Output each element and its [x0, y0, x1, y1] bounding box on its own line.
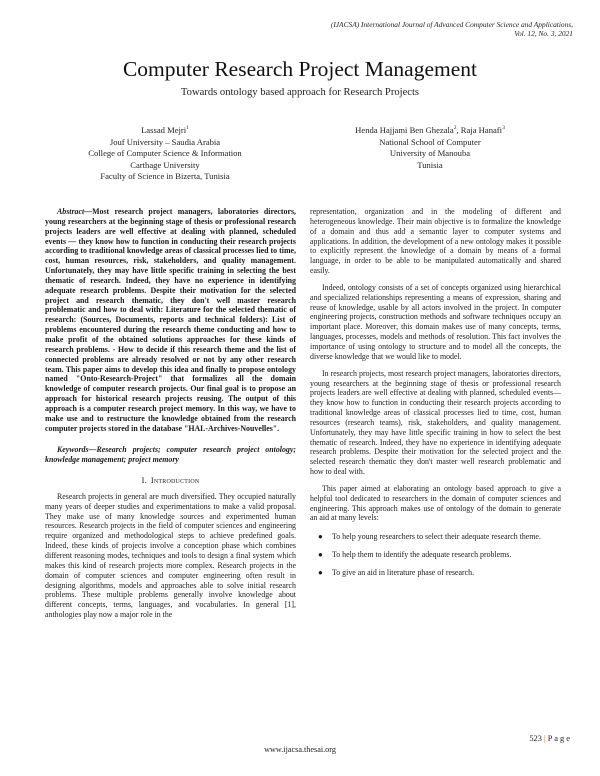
affiliation-line: National School of Computer [379, 137, 481, 148]
section-number: I. [141, 476, 147, 486]
keywords: Keywords—Research projects; computer research project ontology; knowledge management; project memory [45, 445, 296, 465]
bullet-item: ● To give an aid in literature phase of research. [318, 568, 475, 577]
left-column [45, 207, 296, 620]
abstract-lead: Abstract— [57, 207, 93, 216]
affiliation-line: Faculty of Science in Bizerta, Tunisia [100, 170, 230, 181]
section-title: Introduction [150, 476, 200, 486]
author-names-2-3: Henda Hajjami Ben Ghezala$^2$, Raja Hanafi$^3$ [355, 125, 505, 135]
bullet-icon: ● [318, 532, 323, 542]
bullet-item: ● To help them to identify the adequate research problems. [318, 550, 512, 560]
paper-subtitle: Towards ontology based approach for Research Projects [180, 87, 420, 98]
body-paragraph: In research projects, most research project managers, laboratories directors, young researchers at the beginning stage of thesis or professional research projects leaders are well effective at dealing with planned, scheduled events—they know how to function in conducting their research projects according to traditional knowledge areas of classical processes lied to time, cost, human resources (research teams), risk, stakeholders, and quality management. Unfortunately, they may have little specific training in how to select the best thematic of research. Indeed, they have no experience in identifying adequate research problems. Despite their motivation for the selected project and the selected research thematic they don't master well research problematic and how to deal with. [310, 368, 561, 477]
author-name-1: Lassad Mejri$^1$ [141, 125, 189, 135]
affiliation-line: College of Computer Science & Information [88, 148, 242, 159]
author-superscript-3: 3 [502, 125, 505, 131]
body-paragraph: representation, organization and in the modeling of different and heterogeneous knowledge. Their main objective is to formalize the knowledge of a domain and thus add a semantic layer to computer systems and applications. In addition, the development of a new ontology makes it possible to explicitly represent the knowledge of a domain by means of a formal language, in order to be able to be manipulated automatically and shared easily. [310, 207, 561, 276]
bullet-item: ● To help young researchers to select their adequate research theme. [318, 532, 541, 542]
journal-line-1: (IJACSA) International Journal of Advanced Computer Science and Applications, [330, 20, 573, 29]
page-word: P a g e [547, 734, 570, 743]
journal-line-2: Vol. 12, No. 3, 2021 [514, 29, 573, 38]
footer-url[interactable]: www.ijacsa.thesai.org [264, 745, 336, 754]
affiliation-line: Tunisia [417, 159, 443, 170]
body-paragraph: Indeed, ontology consists of a set of concepts organized using hierarchical and specialized relationships representing a means of expression, sharing and reuse of knowledge, usable by all actors involved in the project. In computer engineering projects, construction methods and software techniques occupy an important place. Moreover, this domain makes use of many concepts, terms, languages, processes, models and methods of resolution. This fact involves the importance of using ontology to structure and to model all the concepts, the diverse knowledge that we would like to model. [310, 282, 561, 361]
body-paragraph: Research projects in general are much diversified. They occupied naturally many years of deeper studies and experimentations to make a valid proposal. They make use of many knowledge sources and experimented human resources. Research projects in the field of computer sciences and engineering require organized and methodological steps to achieve predefined goals. Indeed, these kinds of projects involve a conception phase which combines different reasoning modes, techniques and tools to design a final system which makes this kind of research projects more complex. Research projects in the domain of computer sciences and computer engineering often result in designing algorithms, models and approaches able to solve initial research problems. These multiple problems generally involve knowledge about different concepts, terms, languages, and vocabularies. In general [1], anthologies play now a major role in the [45, 491, 296, 620]
page-number: 523 | P a g e [529, 734, 570, 743]
affiliation-line: University of Manouba [389, 148, 471, 159]
right-column [310, 207, 561, 586]
journal-header [213, 20, 573, 38]
bullet-icon: ● [318, 568, 323, 577]
author-block-1 [40, 125, 290, 182]
author-superscript-2: 2 [453, 125, 457, 131]
section-heading-introduction [45, 476, 296, 486]
bullet-list [310, 532, 561, 578]
abstract-text: Most research project managers, laboratories directors, young researchers at the beginning stage of thesis or professional research projects leaders are well effective at dealing with planned, scheduled events — they know how to function in conducting their research projects according to traditional knowledge areas of classical processes lied to time, cost, human resources, risk, stakeholders, and quality management. Unfortunately, they may have little specific training in selecting the best thematic of research. Indeed, they have no experience in identifying adequate research problems. Despite their motivation for the selected project and research thematic, they don't well master research problematic and how to deal with: Literature for the selected thematic of research: (Sources, Documents, reports and technical folders): List of problems encountered during the research theme conducting and how to make profit of the obtained solutions approaches for these kinds of research problems. - How to decide if this research theme and the list of connected problems are already resolved or not by any other research team. This paper aims to develop this idea and finally to propose ontology named "Onto-Research-Project" that formalizes all the domain knowledge of computer research projects. Our final goal is to propose an approach for historical research projects reusing. The output of this approach is a computer research project memory. In this way, we have to make use and to restructure the knowledge obtained from the research computer projects stored in the database "HAL-Archives-Nouvelles". [45, 207, 296, 433]
bullet-icon: ● [318, 550, 323, 560]
author-block-2 [300, 125, 560, 171]
paper-title: Computer Research Project Management [122, 57, 478, 81]
page-separator: | [543, 734, 546, 743]
affiliation-line: Carthage University [130, 159, 200, 170]
affiliation-line: Jouf University – Saudia Arabia [109, 137, 221, 148]
author-superscript-1: 1 [186, 125, 189, 131]
body-paragraph: This paper aimed at elaborating an ontology based approach to give a helpful tool dedicated to researchers in the domain of computer sciences and engineering. This approach makes use of ontology of the domain to generate an aid at many levels: [310, 483, 561, 523]
abstract [45, 207, 296, 433]
